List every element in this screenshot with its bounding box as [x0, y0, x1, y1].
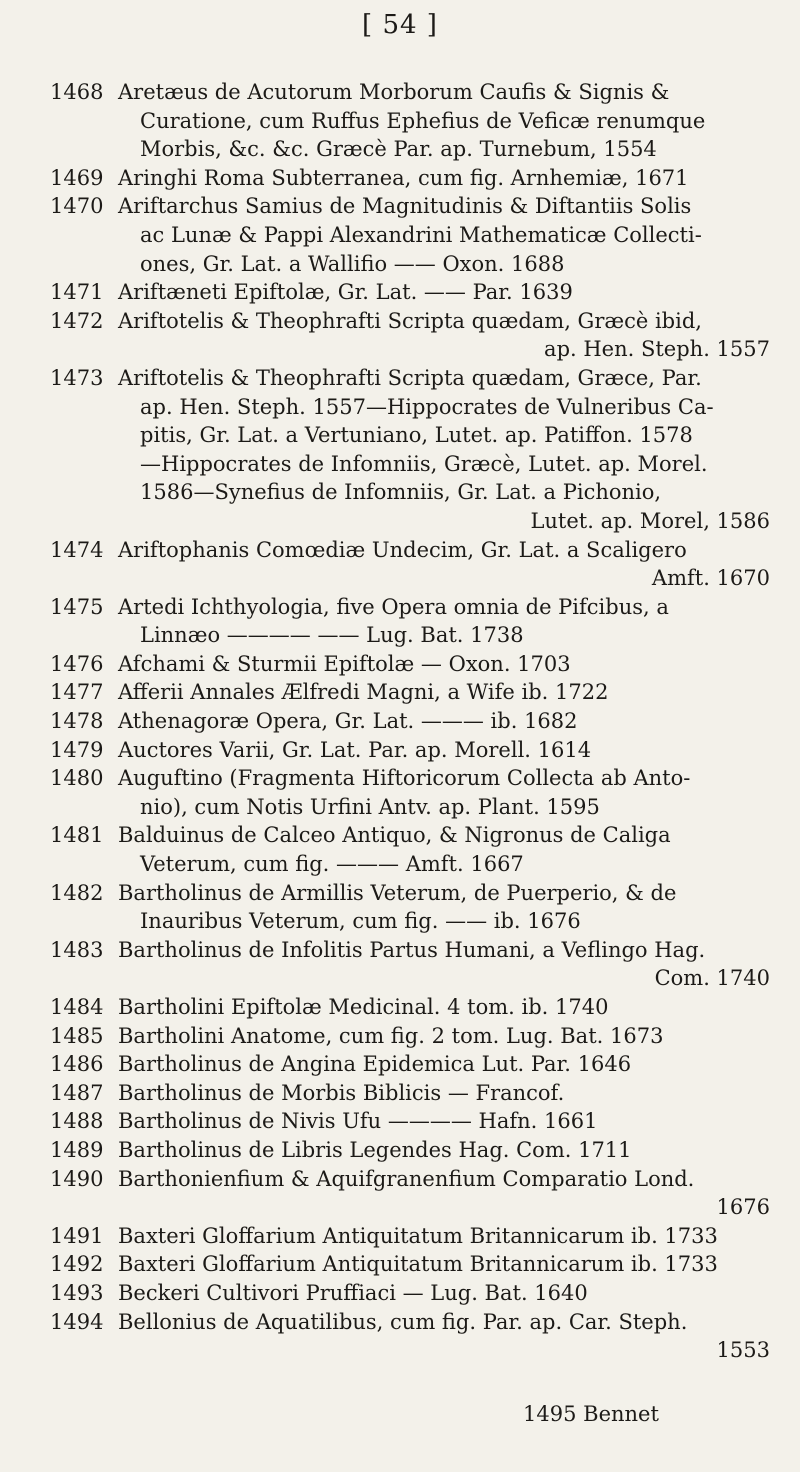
- catalog-entry: [50, 536, 770, 593]
- catalog-entry: [50, 1250, 770, 1279]
- entry-number: 1492: [50, 1252, 104, 1277]
- catchword: [523, 1400, 659, 1428]
- entry-line: Bartholinus de Armillis Veterum, de Puerperio, & de: [118, 880, 677, 905]
- entry-line: Artedi Ichthyologia, five Opera omnia de Pifcibus, a: [118, 594, 669, 619]
- catalog-entry: [50, 821, 770, 878]
- entry-line: ap. Hen. Steph. 1557: [544, 337, 770, 362]
- entry-number: 1490: [50, 1166, 104, 1191]
- catalog-entry: [50, 364, 770, 536]
- catalog-entry: [50, 1279, 770, 1308]
- catalog-list: [50, 78, 770, 1365]
- entry-line: Ariftarchus Samius de Magnitudinis & Diftantiis Solis: [118, 194, 692, 219]
- entry-number: 1491: [50, 1223, 104, 1248]
- entry-line: Bartholinus de Infolitis Partus Humani, a Veflingo Hag.: [118, 937, 706, 962]
- entry-line: Linnæo ———— —— Lug. Bat. 1738: [140, 623, 524, 648]
- entry-line: ac Lunæ & Pappi Alexandrini Mathematicæ Collecti-: [140, 222, 702, 247]
- entry-line: Ariftophanis Comœdiæ Undecim, Gr. Lat. a Scaligero: [118, 537, 687, 562]
- entry-line: Bartholini Anatome, cum fig. 2 tom. Lug. Bat. 1673: [118, 1023, 664, 1048]
- entry-line: Balduinus de Calceo Antiquo, & Nigronus de Caliga: [118, 823, 671, 848]
- entry-number: 1475: [50, 594, 104, 619]
- catalog-entry: [50, 879, 770, 936]
- entry-line: Bartholinus de Nivis Ufu ———— Hafn. 1661: [118, 1109, 598, 1134]
- entry-line: Ariftæneti Epiftolæ, Gr. Lat. —— Par. 1639: [118, 280, 573, 305]
- entry-number: 1473: [50, 365, 104, 390]
- entry-number: 1477: [50, 680, 104, 705]
- catchword-text: Bennet: [583, 1402, 659, 1426]
- catalog-entry: [50, 1222, 770, 1251]
- entry-line: Athenagoræ Opera, Gr. Lat. ——— ib. 1682: [118, 709, 578, 734]
- catalog-entry: [50, 936, 770, 993]
- entry-line: Bartholini Epiftolæ Medicinal. 4 tom. ib. 1740: [118, 995, 609, 1019]
- catalog-entry: [50, 1079, 770, 1108]
- catchword-number: 1495: [523, 1402, 577, 1426]
- entry-number: 1485: [50, 1023, 104, 1048]
- entry-number: 1479: [50, 737, 104, 762]
- entry-line: Auctores Varii, Gr. Lat. Par. ap. Morell. 1614: [118, 737, 592, 762]
- catalog-entry: [50, 164, 770, 193]
- entry-line: Bartholinus de Libris Legendes Hag. Com. 1711: [118, 1137, 632, 1162]
- entry-number: 1468: [50, 80, 104, 104]
- entry-line: Lutet. ap. Morel, 1586: [530, 508, 770, 533]
- catalog-entry: [50, 1136, 770, 1165]
- entry-number: 1472: [50, 308, 104, 333]
- entry-line: Bartholinus de Angina Epidemica Lut. Par. 1646: [118, 1052, 632, 1077]
- entry-line: ap. Hen. Steph. 1557—Hippocrates de Vulneribus Ca-: [140, 394, 714, 419]
- entry-line: Aretæus de Acutorum Morborum Caufis & Signis &: [118, 80, 670, 104]
- catalog-entry: [50, 1308, 770, 1365]
- entry-line: pitis, Gr. Lat. a Vertuniano, Lutet. ap. Patiffon. 1578: [140, 423, 693, 448]
- entry-number: 1469: [50, 165, 104, 190]
- entry-line: Barthonienfium & Aquifgranenfium Comparatio Lond.: [118, 1166, 695, 1191]
- catalog-entry: [50, 736, 770, 765]
- catalog-entry: [50, 278, 770, 307]
- entry-number: 1481: [50, 823, 104, 848]
- entry-line: 1553: [716, 1338, 770, 1363]
- entry-line: nio), cum Notis Urfini Antv. ap. Plant. 1595: [140, 794, 600, 819]
- entry-line: Bartholinus de Morbis Biblicis — Francof.: [118, 1080, 565, 1105]
- entry-line: Ariftotelis & Theophrafti Scripta quædam, Græce, Par.: [118, 365, 702, 390]
- catalog-entry: [50, 1022, 770, 1051]
- entry-line: Bellonius de Aquatilibus, cum fig. Par. ap. Car. Steph.: [118, 1309, 688, 1334]
- catalog-entry: [50, 1050, 770, 1079]
- catalog-entry: [50, 307, 770, 364]
- entry-number: 1474: [50, 537, 104, 562]
- entry-number: 1487: [50, 1080, 104, 1105]
- catalog-entry: [50, 192, 770, 278]
- entry-line: Baxteri Gloffarium Antiquitatum Britannicarum ib. 1733: [118, 1223, 718, 1248]
- entry-number: 1484: [50, 995, 104, 1019]
- entry-line: Curatione, cum Ruffus Ephefius de Veficæ renumque: [140, 108, 706, 133]
- entry-number: 1483: [50, 937, 104, 962]
- entry-line: Com. 1740: [654, 966, 770, 991]
- catalog-entry: [50, 1165, 770, 1222]
- entry-number: 1494: [50, 1309, 104, 1334]
- entry-line: 1586—Synefius de Infomniis, Gr. Lat. a Pichonio,: [140, 480, 662, 505]
- entry-number: 1470: [50, 194, 104, 219]
- entry-number: 1471: [50, 280, 104, 305]
- entry-line: Baxteri Gloffarium Antiquitatum Britannicarum ib. 1733: [118, 1252, 718, 1277]
- catalog-entry: [50, 678, 770, 707]
- entry-line: Afchami & Sturmii Epiftolæ — Oxon. 1703: [118, 651, 571, 676]
- entry-number: 1489: [50, 1137, 104, 1162]
- entry-number: 1486: [50, 1052, 104, 1077]
- catalog-entry: [50, 593, 770, 650]
- entry-number: 1476: [50, 651, 104, 676]
- entry-number: 1478: [50, 709, 104, 734]
- entry-line: Beckeri Cultivori Pruffiaci — Lug. Bat. 1640: [118, 1280, 588, 1305]
- entry-line: Morbis, &c. &c. Græcè Par. ap. Turnebum, 1554: [140, 137, 657, 162]
- entry-number: 1488: [50, 1109, 104, 1134]
- entry-line: 1676: [716, 1195, 770, 1220]
- catalog-entry: [50, 650, 770, 679]
- entry-number: 1493: [50, 1280, 104, 1305]
- catalog-entry: [50, 1107, 770, 1136]
- entry-line: Veterum, cum fig. ——— Amft. 1667: [140, 852, 524, 877]
- entry-line: Auguftino (Fragmenta Hiftoricorum Collecta ab Anto-: [118, 766, 691, 791]
- entry-number: 1482: [50, 880, 104, 905]
- entry-line: Amft. 1670: [651, 566, 770, 591]
- page-number-header: [ 54 ]: [362, 10, 438, 40]
- entry-line: Afferii Annales Ælfredi Magni, a Wife ib. 1722: [118, 680, 609, 705]
- entry-line: Inauribus Veterum, cum fig. —— ib. 1676: [140, 909, 581, 934]
- entry-line: Aringhi Roma Subterranea, cum fig. Arnhemiæ, 1671: [118, 165, 689, 190]
- entry-line: —Hippocrates de Infomniis, Græcè, Lutet. ap. Morel.: [140, 451, 708, 476]
- catalog-entry: [50, 78, 770, 164]
- entry-line: ones, Gr. Lat. a Wallifio —— Oxon. 1688: [140, 251, 565, 276]
- catalog-entry: [50, 993, 770, 1022]
- catalog-entry: [50, 707, 770, 736]
- catalog-entry: [50, 764, 770, 821]
- entry-number: 1480: [50, 766, 104, 791]
- entry-line: Ariftotelis & Theophrafti Scripta quædam, Græcè ibid,: [118, 308, 702, 333]
